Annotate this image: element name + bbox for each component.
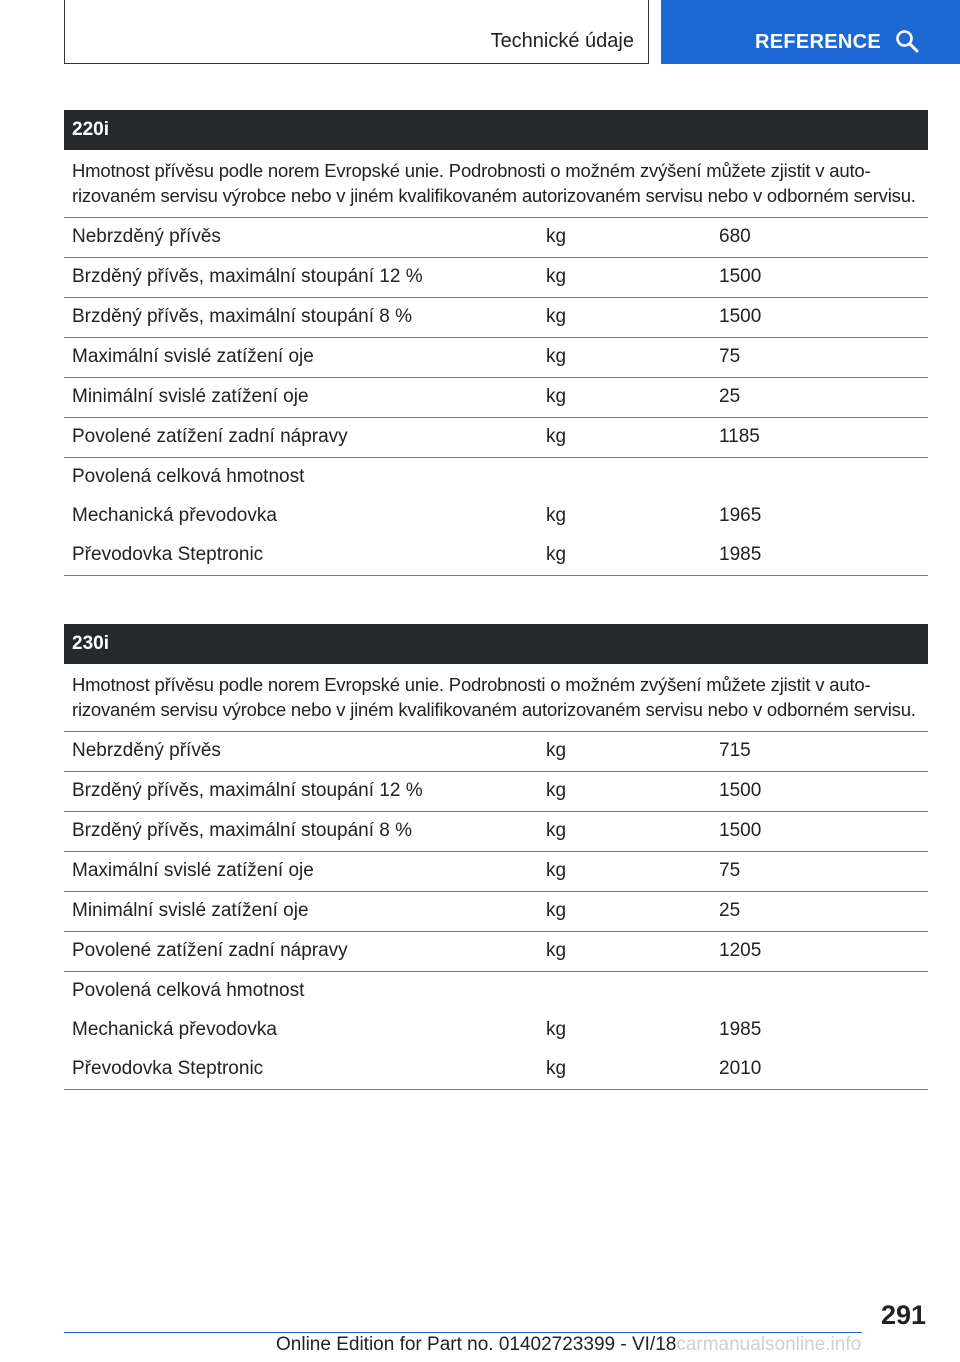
row-label: Převodovka Steptronic <box>72 1058 264 1079</box>
row-label: Nebrzděný přívěs <box>72 740 221 761</box>
table-row <box>64 418 928 458</box>
row-label: Brzděný přívěs, maximální stoupání 12 % <box>72 266 423 287</box>
row-label: Mechanická převodovka <box>72 1019 277 1040</box>
row-label: Povolené zatížení zadní nápravy <box>72 426 348 447</box>
row-value: 680 <box>719 226 751 247</box>
row-unit: kg <box>546 266 567 287</box>
table-row <box>64 536 928 576</box>
row-unit: kg <box>546 346 567 367</box>
row-label: Nebrzděný přívěs <box>72 226 221 247</box>
row-unit: kg <box>546 426 567 447</box>
table-row <box>64 218 928 258</box>
table-row <box>64 1050 928 1090</box>
header-section-tab[interactable] <box>64 0 649 64</box>
row-label: Maximální svislé zatížení oje <box>72 860 314 881</box>
table-description: Hmotnost přívěsu podle norem Evropské unie. Podrobnosti o možném zvýšení můžete zjistit v autorizovaném servisu výrobce nebo v jiném kvalifikovaném autorizovaném servisu nebo v odborném servisu. <box>64 150 928 218</box>
page-number: 291 <box>880 1300 926 1330</box>
table-row <box>64 812 928 852</box>
row-value: 715 <box>719 740 751 761</box>
row-unit: kg <box>546 1058 567 1079</box>
spec-table-230i <box>64 624 928 1090</box>
row-label: Povolená celková hmotnost <box>72 466 305 487</box>
row-unit: kg <box>546 544 567 565</box>
row-unit: kg <box>546 306 567 327</box>
table-row <box>64 258 928 298</box>
row-label: Minimální svislé zatížení oje <box>72 900 309 921</box>
row-value: 75 <box>719 346 741 367</box>
row-value: 1500 <box>719 780 762 801</box>
table-title: 230i <box>64 624 928 664</box>
row-value: 1185 <box>719 426 760 447</box>
row-value: 1500 <box>719 820 762 841</box>
table-row <box>64 892 928 932</box>
row-value: 1500 <box>719 306 762 327</box>
reference-button[interactable] <box>661 0 960 64</box>
footer-divider <box>64 1332 862 1333</box>
row-unit: kg <box>546 820 567 841</box>
row-label: Brzděný přívěs, maximální stoupání 8 % <box>72 306 413 327</box>
row-label: Brzděný přívěs, maximální stoupání 8 % <box>72 820 413 841</box>
table-row <box>64 932 928 972</box>
row-value: 1985 <box>719 544 762 565</box>
footer-edition <box>276 1334 861 1356</box>
row-value: 1985 <box>719 1019 762 1040</box>
table-row <box>64 772 928 812</box>
row-unit: kg <box>546 740 567 761</box>
row-value: 1965 <box>719 505 762 526</box>
row-unit: kg <box>546 386 567 407</box>
table-row <box>64 972 928 1011</box>
row-label: Převodovka Steptronic <box>72 544 264 565</box>
row-value: 2010 <box>719 1058 762 1079</box>
row-unit: kg <box>546 226 567 247</box>
reference-label: REFERENCE <box>755 31 882 53</box>
section-title: Technické údaje <box>490 30 634 52</box>
row-unit: kg <box>546 505 567 526</box>
table-title: 220i <box>64 110 928 150</box>
table-row <box>64 458 928 497</box>
row-unit: kg <box>546 1019 567 1040</box>
table-row <box>64 1011 928 1050</box>
row-label: Mechanická převodovka <box>72 505 277 526</box>
edition-text: Online Edition for Part no. 01402723399 - VI/18 <box>276 1334 677 1355</box>
row-unit: kg <box>546 860 567 881</box>
table-description: Hmotnost přívěsu podle norem Evropské unie. Podrobnosti o možném zvýšení můžete zjistit v autorizovaném servisu výrobce nebo v jiném kvalifikovaném autorizovaném servisu nebo v odborném servisu. <box>64 664 928 732</box>
row-label: Maximální svislé zatížení oje <box>72 346 314 367</box>
table-row <box>64 732 928 772</box>
row-value: 1205 <box>719 940 762 961</box>
row-unit: kg <box>546 940 567 961</box>
row-value: 75 <box>719 860 741 881</box>
row-label: Minimální svislé zatížení oje <box>72 386 309 407</box>
spec-table-220i <box>64 110 928 576</box>
watermark: carmanualsonline.info <box>676 1334 862 1355</box>
table-row <box>64 298 928 338</box>
search-icon[interactable] <box>895 29 919 53</box>
row-value: 25 <box>719 900 741 921</box>
row-value: 25 <box>719 386 741 407</box>
row-label: Brzděný přívěs, maximální stoupání 12 % <box>72 780 423 801</box>
table-row <box>64 852 928 892</box>
row-unit: kg <box>546 900 567 921</box>
row-value: 1500 <box>719 266 762 287</box>
table-row <box>64 378 928 418</box>
row-unit: kg <box>546 780 567 801</box>
table-row <box>64 338 928 378</box>
row-label: Povolené zatížení zadní nápravy <box>72 940 348 961</box>
row-label: Povolená celková hmotnost <box>72 980 305 1001</box>
table-row <box>64 497 928 536</box>
